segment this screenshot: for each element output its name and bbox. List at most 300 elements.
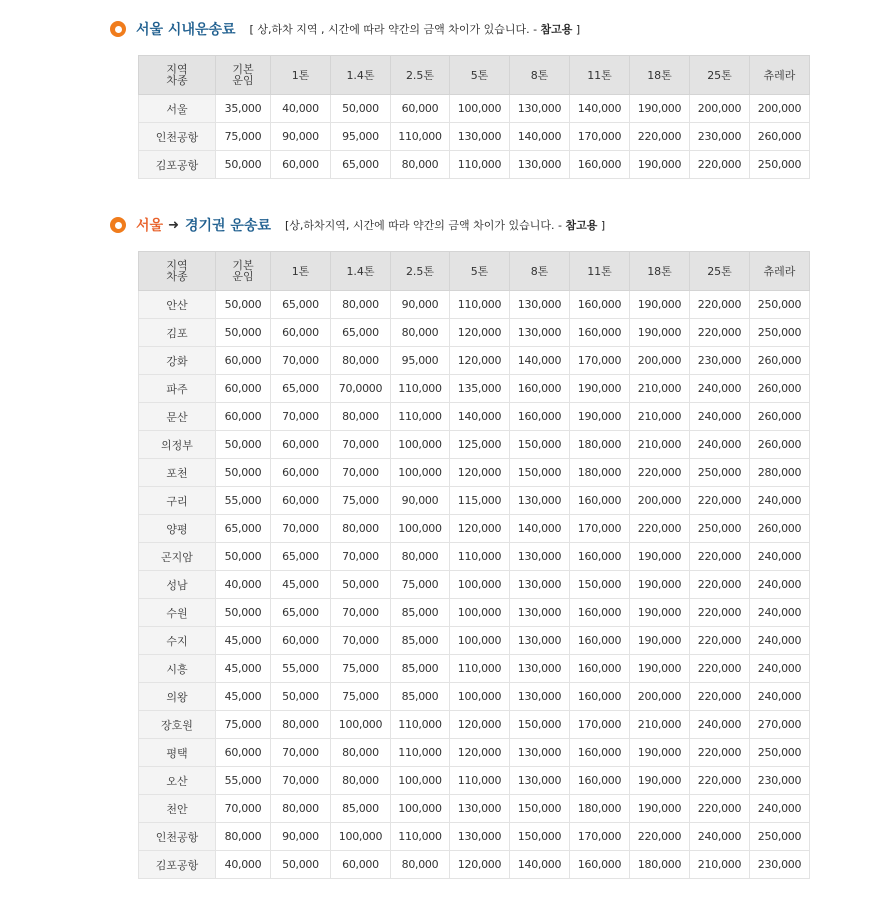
fare-cell: 220,000 bbox=[630, 123, 690, 151]
fare-cell: 240,000 bbox=[750, 487, 810, 515]
region-cell: 김포 bbox=[139, 319, 216, 347]
fare-cell: 190,000 bbox=[630, 767, 690, 795]
fare-cell: 210,000 bbox=[630, 375, 690, 403]
section2-note-text: [상,하차지역, 시간에 따라 약간의 금액 차이가 있습니다. - bbox=[285, 219, 566, 232]
fare-cell: 60,000 bbox=[271, 151, 331, 179]
fare-cell: 250,000 bbox=[750, 291, 810, 319]
fare-cell: 90,000 bbox=[271, 823, 331, 851]
fare-cell: 230,000 bbox=[750, 767, 810, 795]
fare-cell: 100,000 bbox=[450, 627, 510, 655]
fare-cell: 50,000 bbox=[216, 459, 271, 487]
fare-cell: 260,000 bbox=[750, 403, 810, 431]
fare-cell: 85,000 bbox=[331, 795, 391, 823]
fare-cell: 200,000 bbox=[690, 95, 750, 123]
fare-cell: 220,000 bbox=[690, 543, 750, 571]
fare-cell: 160,000 bbox=[570, 543, 630, 571]
fare-cell: 120,000 bbox=[450, 711, 510, 739]
header-region-label: 지역 bbox=[166, 259, 188, 272]
fare-cell: 160,000 bbox=[570, 291, 630, 319]
fare-cell: 190,000 bbox=[630, 95, 690, 123]
header-base-fare-cell bbox=[216, 56, 271, 95]
fare-cell: 60,000 bbox=[391, 95, 450, 123]
region-cell: 수원 bbox=[139, 599, 216, 627]
fare-cell: 220,000 bbox=[690, 571, 750, 599]
fare-cell: 110,000 bbox=[450, 655, 510, 683]
fare-cell: 230,000 bbox=[750, 851, 810, 879]
fare-cell: 60,000 bbox=[271, 431, 331, 459]
fare-cell: 80,000 bbox=[331, 291, 391, 319]
region-cell: 문산 bbox=[139, 403, 216, 431]
fare-cell: 110,000 bbox=[450, 767, 510, 795]
fare-cell: 100,000 bbox=[391, 515, 450, 543]
fare-cell: 60,000 bbox=[216, 403, 271, 431]
section1-note-end: ] bbox=[572, 23, 581, 36]
fare-cell: 190,000 bbox=[630, 571, 690, 599]
fare-cell: 220,000 bbox=[690, 655, 750, 683]
fare-cell: 100,000 bbox=[450, 599, 510, 627]
fare-cell: 150,000 bbox=[510, 795, 570, 823]
fare-cell: 70,000 bbox=[331, 599, 391, 627]
table-row bbox=[139, 739, 810, 767]
fare-cell: 160,000 bbox=[570, 683, 630, 711]
fare-cell: 200,000 bbox=[750, 95, 810, 123]
fare-cell: 190,000 bbox=[630, 319, 690, 347]
section2-note bbox=[285, 217, 605, 233]
table-header-row bbox=[139, 252, 810, 291]
fare-cell: 240,000 bbox=[750, 655, 810, 683]
table-row bbox=[139, 319, 810, 347]
fare-cell: 130,000 bbox=[510, 739, 570, 767]
fare-cell: 80,000 bbox=[391, 543, 450, 571]
fare-cell: 130,000 bbox=[510, 599, 570, 627]
header-vehicle-label: 차종 bbox=[166, 74, 188, 87]
gyeonggi-rate-table bbox=[138, 251, 810, 879]
header-column-cell: 2.5톤 bbox=[391, 56, 450, 95]
fare-cell: 110,000 bbox=[391, 123, 450, 151]
fare-cell: 100,000 bbox=[391, 795, 450, 823]
table-row bbox=[139, 375, 810, 403]
header-column-cell: 1톤 bbox=[271, 56, 331, 95]
fare-cell: 110,000 bbox=[450, 543, 510, 571]
fare-cell: 140,000 bbox=[450, 403, 510, 431]
arrow-right-icon: ➜ bbox=[168, 217, 179, 233]
fare-cell: 240,000 bbox=[750, 683, 810, 711]
fare-cell: 70,000 bbox=[271, 515, 331, 543]
header-column-cell: 18톤 bbox=[630, 252, 690, 291]
table-header-row bbox=[139, 56, 810, 95]
fare-cell: 180,000 bbox=[630, 851, 690, 879]
fare-cell: 170,000 bbox=[570, 515, 630, 543]
header-corner-cell bbox=[139, 56, 216, 95]
fare-cell: 250,000 bbox=[690, 515, 750, 543]
fare-cell: 70,000 bbox=[271, 739, 331, 767]
fare-cell: 140,000 bbox=[510, 347, 570, 375]
fare-cell: 130,000 bbox=[510, 95, 570, 123]
fare-cell: 260,000 bbox=[750, 515, 810, 543]
fare-cell: 75,000 bbox=[331, 655, 391, 683]
fare-cell: 75,000 bbox=[331, 487, 391, 515]
header-base-label-bottom: 운임 bbox=[232, 74, 254, 87]
fare-cell: 90,000 bbox=[391, 487, 450, 515]
fare-cell: 190,000 bbox=[630, 655, 690, 683]
table-row bbox=[139, 291, 810, 319]
fare-cell: 50,000 bbox=[216, 319, 271, 347]
fare-cell: 220,000 bbox=[630, 515, 690, 543]
fare-cell: 130,000 bbox=[510, 683, 570, 711]
fare-cell: 45,000 bbox=[216, 655, 271, 683]
fare-cell: 100,000 bbox=[450, 571, 510, 599]
fare-cell: 190,000 bbox=[630, 291, 690, 319]
fare-cell: 190,000 bbox=[630, 599, 690, 627]
region-cell: 포천 bbox=[139, 459, 216, 487]
fare-cell: 65,000 bbox=[216, 515, 271, 543]
fare-cell: 90,000 bbox=[271, 123, 331, 151]
fare-cell: 120,000 bbox=[450, 347, 510, 375]
fare-cell: 50,000 bbox=[331, 571, 391, 599]
fare-cell: 250,000 bbox=[750, 151, 810, 179]
fare-cell: 170,000 bbox=[570, 123, 630, 151]
fare-cell: 190,000 bbox=[630, 151, 690, 179]
fare-cell: 55,000 bbox=[216, 767, 271, 795]
table-row bbox=[139, 459, 810, 487]
section1-title: 서울 시내운송료 bbox=[136, 22, 236, 38]
fare-cell: 80,000 bbox=[216, 823, 271, 851]
fare-cell: 220,000 bbox=[690, 627, 750, 655]
header-column-cell: 5톤 bbox=[450, 252, 510, 291]
region-cell: 파주 bbox=[139, 375, 216, 403]
table-row bbox=[139, 823, 810, 851]
table-row bbox=[139, 123, 810, 151]
fare-cell: 240,000 bbox=[690, 375, 750, 403]
fare-cell: 170,000 bbox=[570, 711, 630, 739]
fare-cell: 230,000 bbox=[690, 123, 750, 151]
fare-cell: 160,000 bbox=[570, 739, 630, 767]
fare-cell: 220,000 bbox=[690, 319, 750, 347]
fare-cell: 140,000 bbox=[510, 851, 570, 879]
fare-cell: 190,000 bbox=[570, 403, 630, 431]
table-row bbox=[139, 655, 810, 683]
fare-cell: 60,000 bbox=[331, 851, 391, 879]
fare-cell: 130,000 bbox=[510, 543, 570, 571]
fare-cell: 110,000 bbox=[450, 291, 510, 319]
header-column-cell: 1.4톤 bbox=[331, 252, 391, 291]
fare-cell: 40,000 bbox=[271, 95, 331, 123]
fare-cell: 260,000 bbox=[750, 431, 810, 459]
fare-cell: 130,000 bbox=[510, 627, 570, 655]
fare-cell: 100,000 bbox=[331, 823, 391, 851]
fare-cell: 130,000 bbox=[450, 795, 510, 823]
fare-cell: 50,000 bbox=[216, 291, 271, 319]
fare-cell: 70,000 bbox=[271, 347, 331, 375]
region-cell: 성남 bbox=[139, 571, 216, 599]
fare-cell: 85,000 bbox=[391, 627, 450, 655]
header-base-label-top: 기본 bbox=[232, 259, 254, 272]
fare-cell: 135,000 bbox=[450, 375, 510, 403]
fare-cell: 210,000 bbox=[630, 403, 690, 431]
fare-cell: 50,000 bbox=[331, 95, 391, 123]
fare-cell: 160,000 bbox=[570, 599, 630, 627]
fare-cell: 65,000 bbox=[271, 599, 331, 627]
fare-cell: 200,000 bbox=[630, 683, 690, 711]
header-column-cell: 11톤 bbox=[570, 252, 630, 291]
fare-cell: 85,000 bbox=[391, 683, 450, 711]
fare-cell: 65,000 bbox=[331, 151, 391, 179]
table-row bbox=[139, 151, 810, 179]
header-region-label: 지역 bbox=[166, 63, 188, 76]
header-column-cell: 8톤 bbox=[510, 56, 570, 95]
fare-cell: 200,000 bbox=[630, 487, 690, 515]
fare-cell: 220,000 bbox=[690, 599, 750, 627]
table-body bbox=[139, 291, 810, 879]
fare-cell: 160,000 bbox=[570, 767, 630, 795]
fare-cell: 80,000 bbox=[331, 515, 391, 543]
table-body bbox=[139, 95, 810, 179]
fare-cell: 75,000 bbox=[216, 123, 271, 151]
fare-cell: 60,000 bbox=[271, 627, 331, 655]
fare-cell: 240,000 bbox=[750, 599, 810, 627]
fare-cell: 160,000 bbox=[570, 655, 630, 683]
fare-cell: 80,000 bbox=[391, 851, 450, 879]
table-row bbox=[139, 403, 810, 431]
fare-cell: 150,000 bbox=[510, 711, 570, 739]
fare-cell: 70,000 bbox=[331, 431, 391, 459]
fare-cell: 70,000 bbox=[271, 767, 331, 795]
fare-cell: 130,000 bbox=[510, 487, 570, 515]
section2-note-bold: 참고용 bbox=[565, 219, 598, 232]
fare-cell: 240,000 bbox=[750, 543, 810, 571]
bullet-circle-icon bbox=[110, 217, 126, 233]
region-cell: 서울 bbox=[139, 95, 216, 123]
fare-cell: 150,000 bbox=[510, 823, 570, 851]
fare-cell: 200,000 bbox=[630, 347, 690, 375]
fare-cell: 240,000 bbox=[690, 711, 750, 739]
fare-cell: 45,000 bbox=[216, 627, 271, 655]
fare-cell: 210,000 bbox=[690, 851, 750, 879]
fare-cell: 55,000 bbox=[271, 655, 331, 683]
fare-cell: 220,000 bbox=[690, 291, 750, 319]
table-row bbox=[139, 515, 810, 543]
header-corner-cell bbox=[139, 252, 216, 291]
table-row bbox=[139, 767, 810, 795]
fare-cell: 70,0000 bbox=[331, 375, 391, 403]
table-row bbox=[139, 543, 810, 571]
region-cell: 양평 bbox=[139, 515, 216, 543]
fare-cell: 190,000 bbox=[630, 543, 690, 571]
fare-cell: 60,000 bbox=[271, 459, 331, 487]
header-column-cell: 츄레라 bbox=[750, 56, 810, 95]
fare-cell: 65,000 bbox=[331, 319, 391, 347]
fare-cell: 60,000 bbox=[216, 739, 271, 767]
region-cell: 수지 bbox=[139, 627, 216, 655]
section2-title-row bbox=[110, 214, 605, 236]
fare-cell: 110,000 bbox=[391, 711, 450, 739]
fare-cell: 100,000 bbox=[391, 431, 450, 459]
fare-cell: 55,000 bbox=[216, 487, 271, 515]
section1-note-bold: 참고용 bbox=[540, 23, 573, 36]
fare-cell: 220,000 bbox=[690, 151, 750, 179]
fare-cell: 70,000 bbox=[216, 795, 271, 823]
section2-note-end: ] bbox=[597, 219, 606, 232]
table-row bbox=[139, 95, 810, 123]
fare-cell: 90,000 bbox=[391, 291, 450, 319]
header-column-cell: 1톤 bbox=[271, 252, 331, 291]
fare-cell: 220,000 bbox=[630, 459, 690, 487]
section1-title-row bbox=[110, 18, 580, 40]
fare-cell: 150,000 bbox=[570, 571, 630, 599]
region-cell: 강화 bbox=[139, 347, 216, 375]
fare-cell: 115,000 bbox=[450, 487, 510, 515]
fare-cell: 240,000 bbox=[750, 795, 810, 823]
fare-cell: 160,000 bbox=[570, 487, 630, 515]
fare-cell: 260,000 bbox=[750, 347, 810, 375]
header-column-cell: 8톤 bbox=[510, 252, 570, 291]
header-column-cell: 25톤 bbox=[690, 252, 750, 291]
fare-cell: 100,000 bbox=[450, 95, 510, 123]
fare-cell: 160,000 bbox=[570, 319, 630, 347]
fare-cell: 45,000 bbox=[216, 683, 271, 711]
fare-cell: 100,000 bbox=[450, 683, 510, 711]
fare-cell: 220,000 bbox=[690, 487, 750, 515]
fare-cell: 120,000 bbox=[450, 319, 510, 347]
fare-cell: 260,000 bbox=[750, 123, 810, 151]
table-row bbox=[139, 347, 810, 375]
fare-cell: 170,000 bbox=[570, 823, 630, 851]
fare-cell: 260,000 bbox=[750, 375, 810, 403]
fare-cell: 250,000 bbox=[750, 739, 810, 767]
fare-cell: 120,000 bbox=[450, 459, 510, 487]
fare-cell: 150,000 bbox=[510, 431, 570, 459]
fare-cell: 140,000 bbox=[570, 95, 630, 123]
table-row bbox=[139, 599, 810, 627]
fare-cell: 210,000 bbox=[630, 711, 690, 739]
fare-cell: 50,000 bbox=[216, 151, 271, 179]
fare-cell: 60,000 bbox=[271, 487, 331, 515]
fare-cell: 280,000 bbox=[750, 459, 810, 487]
region-cell: 시흥 bbox=[139, 655, 216, 683]
fare-cell: 220,000 bbox=[690, 739, 750, 767]
fare-cell: 35,000 bbox=[216, 95, 271, 123]
section1-note-text: [ 상,하차 지역 , 시간에 따라 약간의 금액 차이가 있습니다. - bbox=[249, 23, 541, 36]
table-row bbox=[139, 851, 810, 879]
header-base-fare-cell bbox=[216, 252, 271, 291]
table-row bbox=[139, 683, 810, 711]
fare-cell: 95,000 bbox=[391, 347, 450, 375]
region-cell: 의왕 bbox=[139, 683, 216, 711]
region-cell: 천안 bbox=[139, 795, 216, 823]
fare-cell: 50,000 bbox=[216, 543, 271, 571]
fare-cell: 80,000 bbox=[331, 347, 391, 375]
fare-cell: 130,000 bbox=[510, 767, 570, 795]
fare-cell: 170,000 bbox=[570, 347, 630, 375]
fare-cell: 110,000 bbox=[391, 823, 450, 851]
fare-cell: 80,000 bbox=[271, 711, 331, 739]
fare-cell: 220,000 bbox=[690, 767, 750, 795]
fare-cell: 95,000 bbox=[331, 123, 391, 151]
region-cell: 안산 bbox=[139, 291, 216, 319]
region-cell: 인천공항 bbox=[139, 823, 216, 851]
table-row bbox=[139, 795, 810, 823]
fare-cell: 100,000 bbox=[391, 459, 450, 487]
fare-cell: 110,000 bbox=[391, 739, 450, 767]
fare-cell: 75,000 bbox=[331, 683, 391, 711]
fare-cell: 50,000 bbox=[271, 683, 331, 711]
fare-cell: 240,000 bbox=[690, 403, 750, 431]
table-row bbox=[139, 711, 810, 739]
fare-cell: 75,000 bbox=[391, 571, 450, 599]
fare-cell: 75,000 bbox=[216, 711, 271, 739]
region-cell: 오산 bbox=[139, 767, 216, 795]
fare-cell: 130,000 bbox=[510, 655, 570, 683]
fare-cell: 110,000 bbox=[391, 375, 450, 403]
fare-cell: 60,000 bbox=[216, 375, 271, 403]
fare-cell: 120,000 bbox=[450, 851, 510, 879]
fare-cell: 70,000 bbox=[331, 543, 391, 571]
fare-cell: 60,000 bbox=[216, 347, 271, 375]
region-cell: 곤지암 bbox=[139, 543, 216, 571]
fare-cell: 65,000 bbox=[271, 291, 331, 319]
fare-cell: 250,000 bbox=[690, 459, 750, 487]
fare-cell: 220,000 bbox=[690, 795, 750, 823]
fare-cell: 130,000 bbox=[450, 823, 510, 851]
fare-cell: 160,000 bbox=[510, 403, 570, 431]
region-cell: 구리 bbox=[139, 487, 216, 515]
fare-cell: 220,000 bbox=[690, 683, 750, 711]
fare-cell: 250,000 bbox=[750, 823, 810, 851]
fare-cell: 50,000 bbox=[216, 431, 271, 459]
fare-cell: 160,000 bbox=[570, 151, 630, 179]
fare-cell: 240,000 bbox=[750, 571, 810, 599]
section2-title-from: 서울 bbox=[136, 218, 164, 234]
fare-cell: 50,000 bbox=[216, 599, 271, 627]
fare-cell: 140,000 bbox=[510, 123, 570, 151]
fare-cell: 65,000 bbox=[271, 375, 331, 403]
fare-cell: 160,000 bbox=[570, 627, 630, 655]
fare-cell: 220,000 bbox=[630, 823, 690, 851]
header-column-cell: 1.4톤 bbox=[331, 56, 391, 95]
fare-cell: 85,000 bbox=[391, 655, 450, 683]
fare-cell: 130,000 bbox=[510, 319, 570, 347]
fare-cell: 160,000 bbox=[510, 375, 570, 403]
fare-cell: 140,000 bbox=[510, 515, 570, 543]
fare-cell: 110,000 bbox=[450, 151, 510, 179]
fare-cell: 180,000 bbox=[570, 459, 630, 487]
fare-cell: 80,000 bbox=[391, 319, 450, 347]
region-cell: 김포공항 bbox=[139, 851, 216, 879]
fare-cell: 150,000 bbox=[510, 459, 570, 487]
header-column-cell: 2.5톤 bbox=[391, 252, 450, 291]
fare-cell: 230,000 bbox=[690, 347, 750, 375]
table-row bbox=[139, 487, 810, 515]
fare-cell: 240,000 bbox=[750, 627, 810, 655]
header-column-cell: 25톤 bbox=[690, 56, 750, 95]
fare-cell: 250,000 bbox=[750, 319, 810, 347]
fare-cell: 80,000 bbox=[331, 767, 391, 795]
fare-cell: 50,000 bbox=[271, 851, 331, 879]
fare-cell: 80,000 bbox=[331, 739, 391, 767]
fare-cell: 100,000 bbox=[331, 711, 391, 739]
section2-title: 경기권 운송료 bbox=[184, 218, 271, 234]
fare-cell: 110,000 bbox=[391, 403, 450, 431]
fare-cell: 40,000 bbox=[216, 851, 271, 879]
fare-cell: 80,000 bbox=[391, 151, 450, 179]
header-column-cell: 11톤 bbox=[570, 56, 630, 95]
fare-cell: 45,000 bbox=[271, 571, 331, 599]
fare-cell: 210,000 bbox=[630, 431, 690, 459]
header-column-cell: 18톤 bbox=[630, 56, 690, 95]
header-column-cell: 츄레라 bbox=[750, 252, 810, 291]
fare-cell: 130,000 bbox=[510, 151, 570, 179]
fare-cell: 125,000 bbox=[450, 431, 510, 459]
